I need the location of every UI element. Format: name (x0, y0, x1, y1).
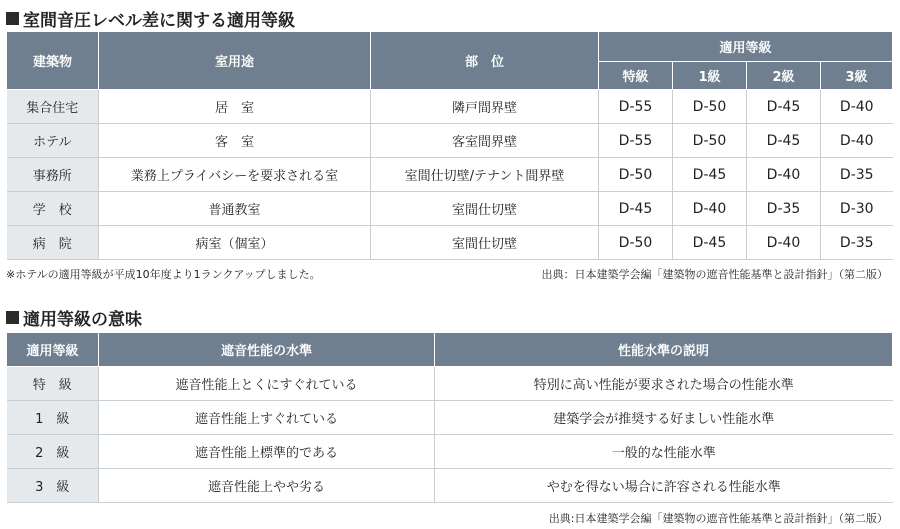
part-cell: 室間仕切壁 (371, 226, 599, 260)
table-row (7, 226, 893, 260)
value-cell: D-45 (747, 124, 821, 158)
part-cell: 客室間界壁 (371, 124, 599, 158)
section1-title (6, 6, 295, 31)
description-cell: 建築学会が推奨する好ましい性能水準 (435, 401, 893, 435)
table-row (7, 192, 893, 226)
source-note-2: 出典:日本建築学会編「建築物の遮音性能基準と設計指針」（第二版） (548, 512, 888, 525)
part-cell: 室間仕切壁/テナント間界壁 (371, 158, 599, 192)
value-cell: D-45 (673, 226, 747, 260)
value-cell: D-50 (673, 124, 747, 158)
building-cell: 学 校 (7, 192, 99, 226)
grade-meaning-table (6, 332, 893, 503)
value-cell: D-40 (747, 226, 821, 260)
value-cell: D-50 (599, 226, 673, 260)
header-part: 部 位 (371, 32, 599, 90)
table-row (7, 158, 893, 192)
value-cell: D-55 (599, 124, 673, 158)
usage-cell: 業務上プライバシーを要求される室 (99, 158, 371, 192)
header-description: 性能水準の説明 (435, 333, 893, 367)
value-cell: D-40 (673, 192, 747, 226)
section2-title (6, 305, 142, 330)
building-cell: 病 院 (7, 226, 99, 260)
header-grade: 適用等級 (7, 333, 99, 367)
table-row (7, 401, 893, 435)
usage-cell: 居 室 (99, 90, 371, 124)
table-row (7, 90, 893, 124)
section2-title-text: 適用等級の意味 (23, 310, 142, 330)
grade-table (6, 31, 893, 260)
description-cell: 特別に高い性能が要求された場合の性能水準 (435, 367, 893, 401)
hotel-note: ※ホテルの適用等級が平成10年度より1ランクアップしました。 (6, 268, 321, 281)
part-cell: 室間仕切壁 (371, 192, 599, 226)
building-cell: ホテル (7, 124, 99, 158)
header-grade: 適用等級 (599, 32, 893, 62)
value-cell: D-50 (599, 158, 673, 192)
level-cell: 遮音性能上すぐれている (99, 401, 435, 435)
header-grade-special: 特級 (599, 62, 673, 90)
building-cell: 集合住宅 (7, 90, 99, 124)
header-usage: 室用途 (99, 32, 371, 90)
description-cell: 一般的な性能水準 (435, 435, 893, 469)
part-cell: 隣戸間界壁 (371, 90, 599, 124)
level-cell: 遮音性能上やや劣る (99, 469, 435, 503)
value-cell: D-35 (747, 192, 821, 226)
level-cell: 遮音性能上とくにすぐれている (99, 367, 435, 401)
value-cell: D-30 (821, 192, 893, 226)
header-grade-1: 1級 (673, 62, 747, 90)
value-cell: D-45 (599, 192, 673, 226)
usage-cell: 客 室 (99, 124, 371, 158)
grade-cell: 3 級 (7, 469, 99, 503)
header-grade-3: 3級 (821, 62, 893, 90)
table-row (7, 469, 893, 503)
usage-cell: 普通教室 (99, 192, 371, 226)
grade-cell: 1 級 (7, 401, 99, 435)
header-building: 建築物 (7, 32, 99, 90)
building-cell: 事務所 (7, 158, 99, 192)
header-grade-2: 2級 (747, 62, 821, 90)
usage-cell: 病室（個室） (99, 226, 371, 260)
value-cell: D-35 (821, 158, 893, 192)
source-note-1: 出典：日本建築学会編「建築物の遮音性能基準と設計指針」（第二版） (541, 268, 888, 281)
description-cell: やむを得ない場合に許容される性能水準 (435, 469, 893, 503)
value-cell: D-55 (599, 90, 673, 124)
value-cell: D-45 (747, 90, 821, 124)
value-cell: D-40 (821, 124, 893, 158)
level-cell: 遮音性能上標準的である (99, 435, 435, 469)
grade-cell: 2 級 (7, 435, 99, 469)
value-cell: D-50 (673, 90, 747, 124)
table-row (7, 124, 893, 158)
table-row (7, 367, 893, 401)
table-row (7, 435, 893, 469)
square-bullet-icon (6, 311, 19, 324)
value-cell: D-45 (673, 158, 747, 192)
value-cell: D-35 (821, 226, 893, 260)
value-cell: D-40 (821, 90, 893, 124)
value-cell: D-40 (747, 158, 821, 192)
section1-title-text: 室間音圧レベル差に関する適用等級 (23, 11, 295, 31)
grade-cell: 特 級 (7, 367, 99, 401)
square-bullet-icon (6, 12, 19, 25)
header-level: 遮音性能の水準 (99, 333, 435, 367)
